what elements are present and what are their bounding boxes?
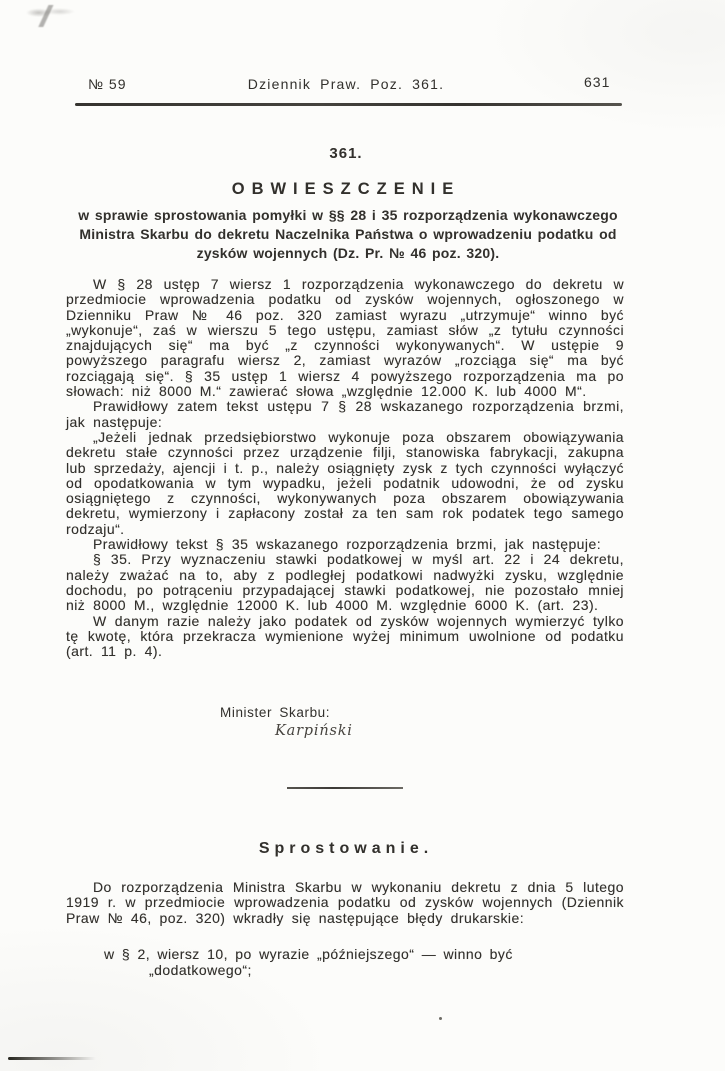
scan-speck [439, 1017, 442, 1020]
notice-paragraph: „Jeżeli jednak przedsiębiorstwo wykonuje poza obszarem obowiązywania dekretu stałe czynności przez urządzenie filji, stanowiska fabrykacji, zakupna lub sprzedaży, ajencji i t. p., należy osiągnięty zysk z tych czynności wyłączyć od opodatkowania w tym wypadku, jeżeli podatnik udowodni, że od zysku osiągniętego z czynności, wykonywanych poza obszarem obowiązywania dekretu, wymierzony i zapłacony został za ten sam rok podatek tego samego rodzaju“. [66, 428, 624, 537]
journal-issue-number: № 59 [88, 76, 127, 92]
scan-artifact-line [8, 1057, 96, 1060]
article-number: 361. [329, 145, 363, 162]
header-rule [75, 103, 622, 106]
correction-item: w § 2, wiersz 10, po wyrazie „późniejszego“ — winno być „dodatkowego“; [104, 946, 513, 978]
notice-subtitle: w sprawie sprostowania pomyłki w §§ 28 i 35 rozporządzenia wykonawczego Ministra Skarbu do dekretu Naczelnika Państwa o wprowadzeniu podatku od zysków wojennych (Dz. Pr. № 46 poz. 320). [78, 207, 618, 261]
journal-running-title: Dziennik Praw. Poz. 361. [247, 76, 445, 92]
notice-paragraph: W danym razie należy jako podatek od zysków wojennych wymierzyć tylko tę kwotę, która przekracza wymienione wyżej minimum uwolnione od podatku (art. 11 p. 4). [66, 612, 624, 660]
notice-paragraph: W § 28 ustęp 7 wiersz 1 rozporządzenia wykonawczego do dekretu w przedmiocie wprowadzenia podatku od zysków wojennych, ogłoszonego w Dzienniku Praw № 46 poz. 320 zamiast wyrazu „utrzymuje“ winno być „wykonuje“, zaś w wierszu 5 tego ustępu, zamiast słów „z tytułu czynności znajdujących się“ ma być „z czynności wykonywanych“. W ustępie 9 powyższego paragrafu wiersz 2, zamiast wyrazów „rozciąga się“ ma być rozciągają się“. § 35 ustęp 1 wiersz 4 powyższego rozporządzenia ma po słowach: niż 8000 M.“ zawierać słowa „względnie 12.000 K. lub 4000 M“. [66, 276, 624, 400]
notice-paragraph: Prawidłowy tekst § 35 wskazanego rozporządzenia brzmi, jak następuje: [93, 536, 602, 553]
correction-heading: Sprostowanie. [258, 840, 434, 857]
notice-paragraph: Prawidłowy zatem tekst ustępu 7 § 28 wskazanego rozporządzenia brzmi, jak następuje: [66, 398, 624, 430]
notice-paragraph: § 35. Przy wyznaczeniu stawki podatkowej w myśl art. 22 i 24 dekretu, należy zważać na to, aby z podległej podatkowi nadwyżki zysku, względnie dochodu, po potrąceniu przypadającej stawki podatkowej, nie pozostało mniej niż 8000 M., względnie 12000 K. lub 4000 M. względnie 6000 K. (art. 23). [66, 551, 624, 614]
signature-role: Minister Skarbu: [220, 705, 331, 720]
correction-intro-paragraph: Do rozporządzenia Ministra Skarbu w wykonaniu dekretu z dnia 5 lutego 1919 r. w przedmiocie wprowadzenia podatku od zysków wojennych (Dziennik Praw № 46, poz. 320) wkradły się następujące błędy drukarskie: [66, 879, 624, 926]
notice-heading: OBWIESZCZENIE [231, 180, 461, 198]
signature-name: Karpiński [275, 723, 353, 739]
scan-smudge [23, 5, 75, 27]
correction-intro [66, 880, 624, 926]
notice-body [66, 277, 624, 659]
section-divider-rule [287, 787, 403, 789]
page-number: 631 [584, 74, 611, 90]
